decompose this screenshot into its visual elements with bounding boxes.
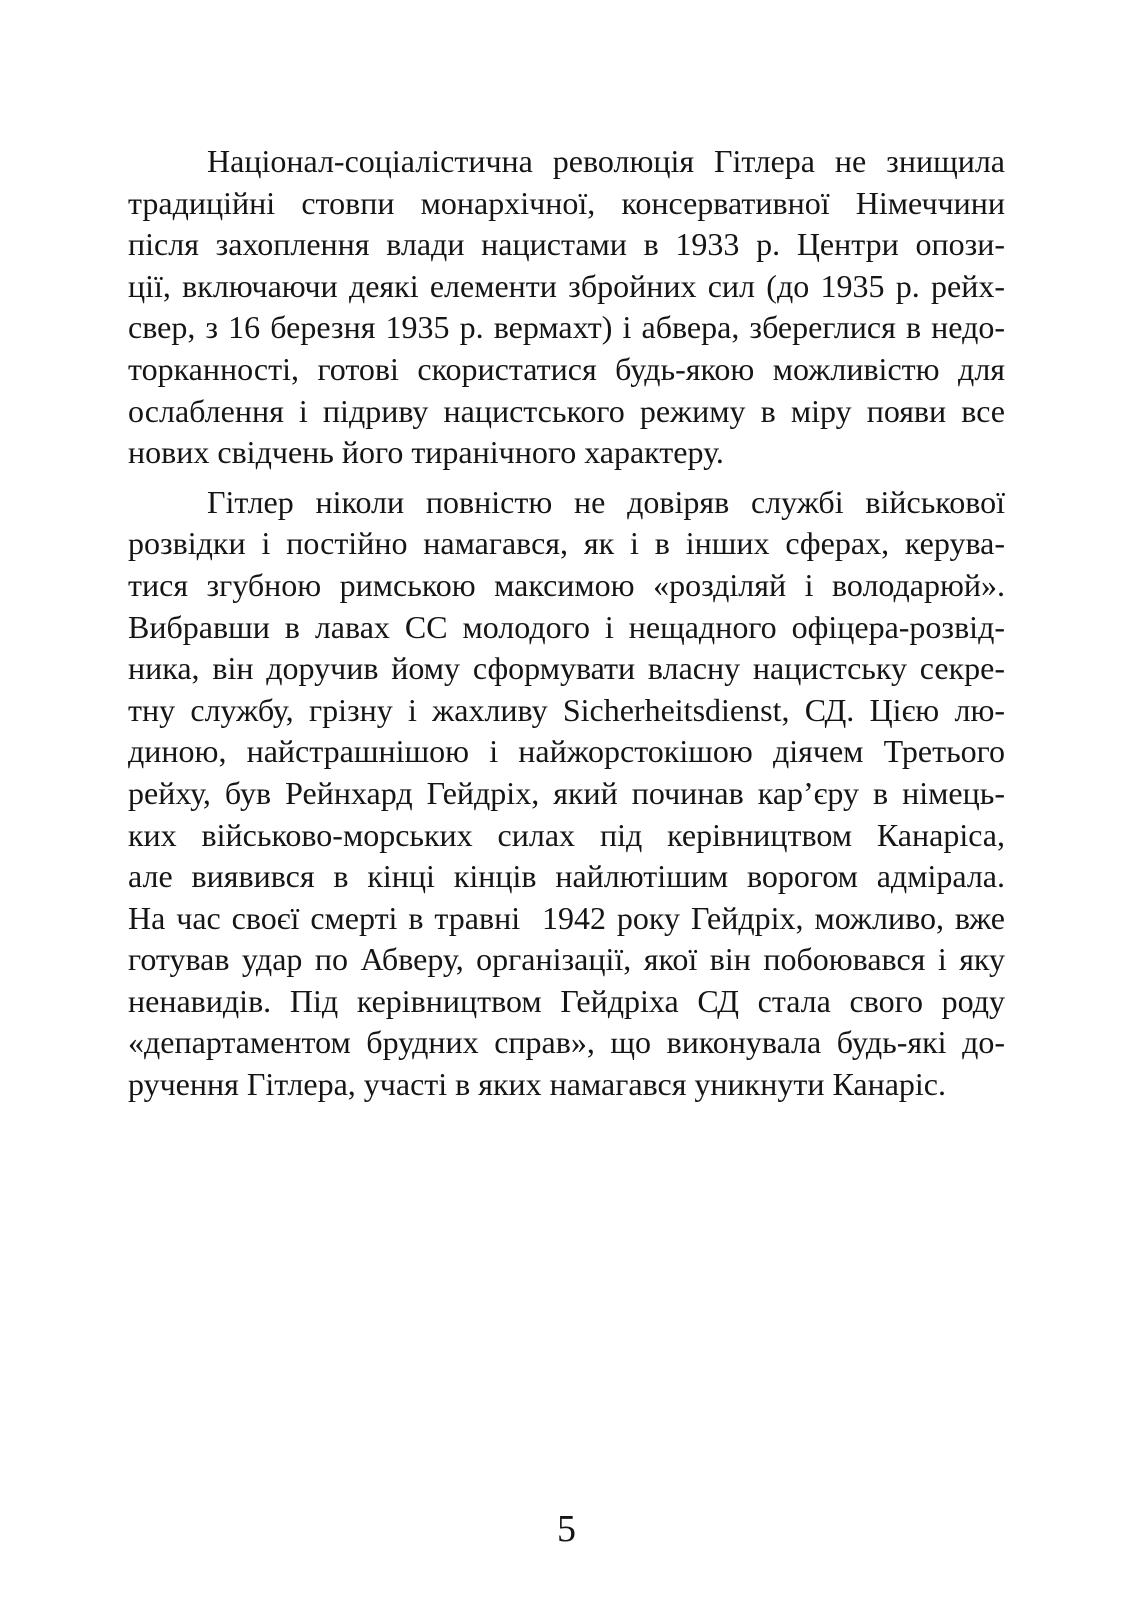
text-line-p2-15: ручення Гітлера, участі в яких намагався уникнути Канаріс. xyxy=(128,1066,946,1103)
text-line-p1-8: нових свідчень його тиранічного характеру. xyxy=(128,434,724,471)
text-line-p2-2: розвідки і постійно намагався, як і в інших сферах, керува- xyxy=(128,525,1005,562)
text-line-p2-8: рейху, був Рейнхард Гейдріх, який починав кар’єру в німець- xyxy=(128,774,1005,811)
page-number: 5 xyxy=(557,1508,576,1550)
text-line-p2-11: На час своєї смерті в травні 1942 року Гейдріх, можливо, вже xyxy=(128,899,1005,936)
text-line-p2-4: Вибравши в лавах СС молодого і нещадного офіцера-розвід- xyxy=(128,608,1005,645)
text-line-p2-1: Гітлер ніколи повністю не довіряв службі військової xyxy=(207,483,1005,520)
text-line-p2-10: але виявився в кінці кінців найлютішим ворогом адмірала. xyxy=(128,858,1005,895)
text-line-p1-7: ослаблення і підриву нацистського режиму в міру появи все xyxy=(128,392,1005,429)
text-line-p1-3: після захоплення влади нацистами в 1933 р. Центри опози- xyxy=(128,226,1005,263)
text-line-p2-14: «департаментом брудних справ», що виконувала будь-які до- xyxy=(128,1024,1005,1061)
text-line-p2-3: тися згубною римською максимою «розділяй і володарюй». xyxy=(128,566,1005,603)
text-line-p1-4: ції, включаючи деякі елементи збройних сил (до 1935 р. рейх- xyxy=(128,267,1005,304)
text-line-p1-1: Націонал-соціалістична революція Гітлера не знищила xyxy=(207,143,1005,179)
paragraph-2 xyxy=(128,482,1005,1106)
text-line-p2-5: ника, він доручив йому сформувати власну нацистську секре- xyxy=(128,650,1005,687)
text-line-p1-6: торканності, готові скористатися будь-якою можливістю для xyxy=(128,350,1005,387)
text-block xyxy=(128,141,1005,1106)
text-line-p2-7: диною, найстрашнішою і найжорстокішою діячем Третього xyxy=(128,733,1005,770)
text-line-p1-2: традиційні стовпи монархічної, консервативної Німеччини xyxy=(128,184,1005,221)
text-line-p2-9: ких військово-морських силах під керівництвом Канаріса, xyxy=(128,816,1005,853)
text-line-p2-6: тну службу, грізну і жахливу Sicherheitsdienst, СД. Цією лю- xyxy=(128,691,1005,728)
paragraph-1 xyxy=(128,141,1005,474)
text-line-p2-13: ненавидів. Під керівництвом Гейдріха СД стала свого роду xyxy=(128,982,1005,1019)
text-line-p2-12: готував удар по Абверу, організації, якої він побоювався і яку xyxy=(128,941,1005,978)
text-line-p1-5: свер, з 16 березня 1935 р. вермахт) і абвера, збереглися в недо- xyxy=(128,309,1005,346)
